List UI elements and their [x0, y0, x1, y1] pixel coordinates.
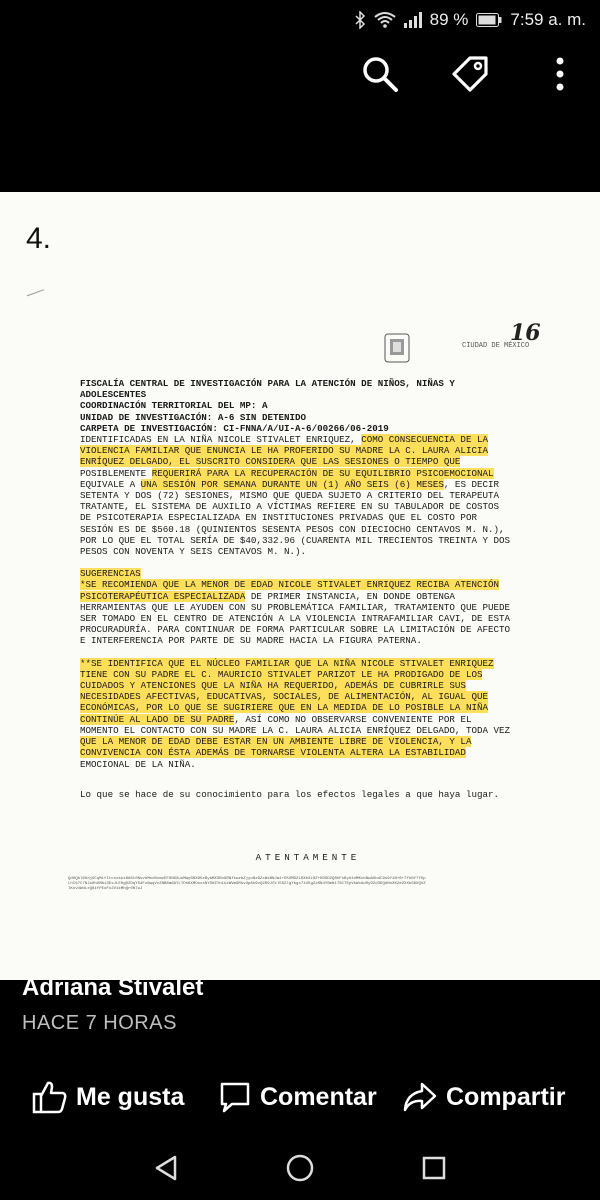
plain-text: SER TOMADO EN EL CENTRO DE ATENCIÓN A LA VIOLENCIA INTRAFAMILIAR CAVI, DE ESTA	[80, 613, 511, 625]
thumbs-up-icon	[32, 1080, 68, 1114]
header-line: COORDINACIÓN TERRITORIAL DEL MP: A	[80, 400, 268, 412]
text-line	[80, 579, 528, 590]
search-icon	[360, 54, 400, 94]
text-line	[80, 702, 528, 713]
plain-text: HERRAMIENTAS QUE LE AYUDEN CON SU PROBLEMÁTICA FAMILIAR, TRATAMIENTO QUE PUEDE	[80, 601, 511, 613]
text-line	[80, 468, 528, 479]
highlighted-text: COMO CONSECUENCIA DE LA	[361, 434, 488, 446]
handwritten-folio-number: 16	[510, 320, 541, 346]
text-line	[80, 747, 528, 758]
closing-sentence: Lo que se hace de su conocimiento para los efectos legales a que haya lugar.	[80, 788, 500, 800]
comment-label: Comentar	[260, 1082, 377, 1111]
plain-text: EMOCIONAL DE LA NIÑA.	[80, 758, 196, 770]
comment-icon	[218, 1080, 252, 1114]
plain-text: PESOS CON NOVENTA Y SEIS CENTAVOS M. N.).	[80, 546, 307, 558]
plain-text: DE PRIMER INSTANCIA, EN DONDE OBTENGA	[245, 590, 455, 602]
text-line	[80, 591, 528, 602]
battery-icon	[476, 13, 502, 27]
search-button[interactable]	[358, 52, 402, 96]
text-line	[80, 658, 528, 669]
wifi-icon	[374, 11, 396, 29]
plain-text: TRATANTE, EL SISTEMA DE AUXILIO A VÍCTIMAS REFIERE EN SU TABULADOR DE COSTOS	[80, 501, 500, 513]
text-line	[80, 691, 528, 702]
text-line	[80, 736, 528, 747]
recents-square-icon	[421, 1155, 447, 1181]
back-triangle-icon	[153, 1154, 179, 1182]
plain-text: MOMENTO EL CONTACTO CON SU MADRE LA C. LAURA ALICIA ENRÍQUEZ DELGADO, TODA VEZ	[80, 724, 511, 736]
highlighted-text: *SE RECOMIENDA QUE LA MENOR DE EDAD NICOLE STIVALET ENRIQUEZ RECIBA ATENCIÓN	[80, 579, 500, 591]
plain-text: POR LO QUE EL TOTAL SERÍA DE $40,332.96 (CUARENTA MIL TRECIENTOS TREINTA Y DOS	[80, 534, 511, 546]
plain-text: EQUIVALE A	[80, 478, 141, 490]
more-vertical-icon	[555, 56, 565, 92]
like-label: Me gusta	[76, 1082, 185, 1111]
plain-text: PROCURADURÍA. PARA CONTINUAR DE FORMA PARTICULAR SOBRE LA LIMITACIÓN DE AFECTO	[80, 624, 511, 636]
text-line	[80, 445, 528, 456]
seal-caption: CIUDAD DE MÉXICO	[462, 342, 530, 350]
text-line	[80, 759, 528, 770]
highlighted-text: **SE IDENTIFICA QUE EL NÚCLEO FAMILIAR QUE LA NIÑA NICOLE STIVALET ENRIQUEZ	[80, 657, 494, 669]
post-author[interactable]: Adriana Stivalet	[22, 974, 204, 1001]
home-circle-icon	[285, 1153, 315, 1183]
post-photo[interactable]	[0, 192, 600, 980]
tag-button[interactable]	[448, 52, 492, 96]
header-line: CARPETA DE INVESTIGACIÓN: CI-FNNA/A/UI-A-6/00266/06-2019	[80, 422, 389, 434]
signature-label: ATENTAMENTE	[255, 851, 361, 863]
like-button[interactable]	[32, 1080, 184, 1114]
text-line	[80, 490, 528, 501]
text-line	[80, 535, 528, 546]
android-navigation-bar	[0, 1140, 600, 1196]
spacer	[80, 557, 528, 568]
handwritten-page-number: 4.	[26, 222, 52, 255]
spacer	[80, 770, 528, 781]
text-line	[80, 546, 528, 557]
highlighted-text: NECESIDADES AFECTIVAS, EDUCATIVAS, SOCIALES, DE ALIMENTACIÓN, AL IGUAL QUE	[80, 691, 488, 703]
plain-text: POSIBLEMENTE	[80, 467, 152, 479]
highlighted-text: REQUERIRÁ PARA LA RECUPERACIÓN DE SU EQUILIBRIO PSICOEMOCIONAL	[151, 467, 494, 479]
text-line	[80, 501, 528, 512]
document-header	[80, 378, 528, 434]
battery-percent: 89 %	[429, 10, 469, 29]
nav-back-button[interactable]	[150, 1152, 182, 1184]
plain-text: E INTERFERENCIA POR PARTE DE SU MADRE HACIA LA FIGURA PATERNA.	[80, 635, 422, 647]
plain-text: IDENTIFICADAS EN LA NIÑA NICOLE STIVALET ENRIQUEZ,	[80, 434, 362, 446]
highlighted-text: CONTINÚE AL LADO DE SU PADRE	[80, 713, 235, 725]
plain-text: SESIÓN ES DE $560.18 (QUINIENTOS SESENTA PESOS CON DIECIOCHO CENTAVOS M. N.),	[80, 523, 505, 535]
highlighted-text: TIENE CON SU PADRE EL C. MAURICIO STIVALET PARIZOT LE HA PRODIGADO DE LOS	[80, 668, 483, 680]
header-line: ADOLESCENTES	[80, 389, 147, 401]
text-line	[80, 434, 528, 445]
plain-text: , ES DECIR	[443, 478, 500, 490]
post-timestamp: HACE 7 HORAS	[22, 1012, 177, 1034]
highlighted-text: CUIDADOS Y ATENCIONES QUE LA NIÑA HA REQUERIDO, ADEMÁS DE CUBRIRLE SUS	[80, 680, 466, 692]
government-seal-icon	[382, 332, 412, 364]
highlighted-text: ENRÍQUEZ DELGADO, EL SUSCRITO CONSIDERA QUE LAS SESIONES O TIEMPO QUE	[80, 456, 461, 468]
header-line: UNIDAD DE INVESTIGACIÓN: A-6 SIN DETENIDO	[80, 411, 307, 423]
share-arrow-icon	[402, 1081, 438, 1113]
text-line	[80, 680, 528, 691]
text-line	[80, 669, 528, 680]
document-body	[68, 378, 528, 892]
tag-icon	[450, 54, 490, 94]
top-action-bar	[358, 52, 582, 96]
digital-signature-code: Qd0Qbl0OdjOCqMLfItcsxkkz8ASt0NsvbMoxBvmzEF6NGXuoMwy0NX95zBybMXSBx9RNfkwzbZjyoNz9ZxWsBNJm1+D5XMDZLRXb3L0Z+HDGDZQRkFsByU4nMKcbNwAXbdC9o9Y1B+6+7fh0Y7f5pLhI67C7NJu0hXMAi3EsJLEHgDZDqYS4Fz6wqVcZNB8m6AYLTDhKXMOoxsNYSHZYnLkzWVm6Rkv3p8k9vQ2R9Jfkl5SZlgYbgx7iU5gZzRN4Y0mN1T8C7EpVkWcAoRyDZd3DQdNnXKZe2XXbS8XQVZlKxvUWdLxQ8tfPEoFo2V1kMhQr0N7uJ	[68, 877, 426, 892]
highlighted-text: CONVIVENCIA CON ÉSTA ADEMÁS DE TORNARSE VIOLENTA ALTERA LA ESTABILIDAD	[80, 747, 466, 759]
text-line	[80, 524, 528, 535]
text-line	[80, 714, 528, 725]
text-line	[80, 512, 528, 523]
text-line	[80, 725, 528, 736]
share-label: Compartir	[446, 1082, 566, 1111]
text-line	[80, 602, 528, 613]
plain-text: , ASÍ COMO NO OBSERVARSE CONVENIENTE POR EL	[234, 713, 472, 725]
highlighted-text: VIOLENCIA FAMILIAR QUE ENUNCIA LE HA PROFERIDO SU MADRE LA C. LAURA ALICIA	[80, 445, 488, 457]
header-line: FISCALÍA CENTRAL DE INVESTIGACIÓN PARA LA ATENCIÓN DE NIÑOS, NIÑAS Y	[80, 378, 455, 389]
plain-text: DE PSICOTERAPIA ESPECIALIZADA EN INSTITUCIONES PRIVADAS QUE EL COSTO POR	[80, 512, 477, 524]
text-line	[80, 456, 528, 467]
signal-icon	[404, 12, 422, 28]
highlighted-text: ECONÓMICAS, POR LO QUE SE SUGIRIERE QUE EN LA MEDIDA DE LO POSIBLE LA NIÑA	[80, 702, 488, 714]
text-line	[80, 613, 528, 624]
text-line	[80, 635, 528, 646]
highlighted-text: PSICOTERAPÉUTICA ESPECIALIZADA	[80, 590, 246, 602]
nav-recents-button[interactable]	[418, 1152, 450, 1184]
suggestions-title: SUGERENCIAS	[80, 568, 141, 580]
pen-mark	[27, 289, 47, 305]
nav-home-button[interactable]	[284, 1152, 316, 1184]
spacer	[80, 647, 528, 658]
text-line	[80, 479, 528, 490]
plain-text: SETENTA Y DOS (72) SESIONES, MISMO QUE QUEDA SUJETO A CRITERIO DEL TERAPEUTA	[80, 490, 500, 502]
highlighted-text: UNA SESIÓN POR SEMANA DURANTE UN (1) AÑO SEIS (6) MESES	[140, 478, 444, 490]
paragraph-family-nucleus	[80, 658, 528, 770]
status-bar	[0, 0, 600, 40]
bluetooth-icon	[354, 11, 366, 29]
comment-button[interactable]	[218, 1080, 377, 1114]
text-line	[80, 624, 528, 635]
share-button[interactable]	[402, 1081, 565, 1113]
paragraph-session-estimate	[80, 434, 528, 557]
post-actions	[0, 1072, 600, 1122]
highlighted-text: QUE LA MENOR DE EDAD DEBE ESTAR EN UN AMBIENTE LIBRE DE VIOLENCIA, Y LA	[80, 736, 472, 748]
more-options-button[interactable]	[538, 52, 582, 96]
status-time: 7:59 a. m.	[510, 10, 586, 29]
paragraph-recommendation	[80, 579, 528, 646]
